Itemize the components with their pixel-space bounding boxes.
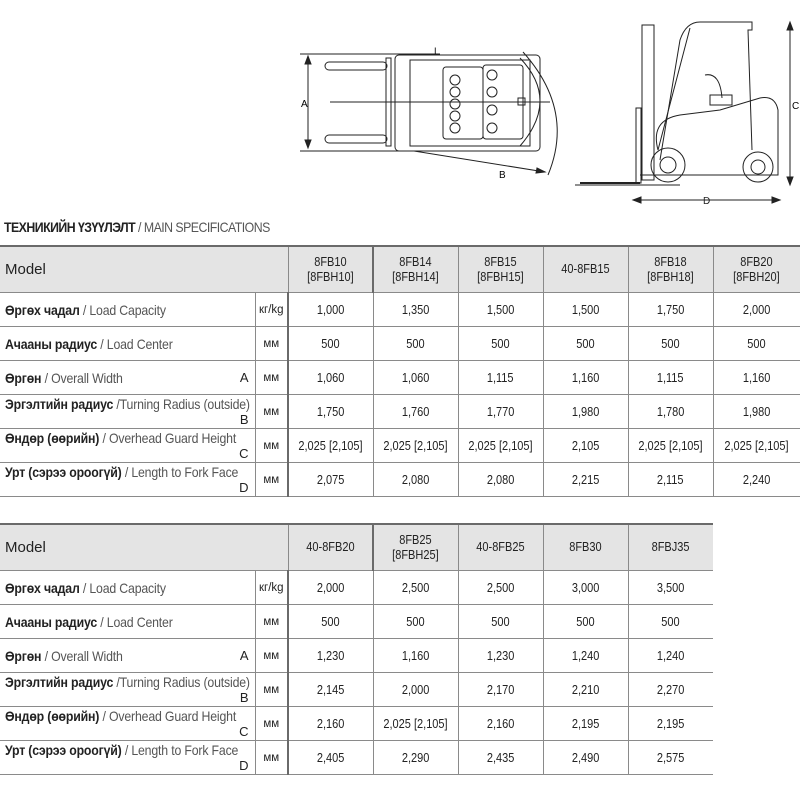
- model-column-header: [543, 246, 628, 293]
- unit-cell: мм: [255, 707, 288, 741]
- value-text: 2,025 [2,105]: [383, 716, 448, 731]
- value-text: 2,290: [401, 750, 430, 765]
- specs-table-2: [0, 523, 713, 775]
- value-cell: [713, 327, 800, 361]
- row-label: [0, 395, 255, 429]
- value-text: 2,405: [317, 750, 345, 765]
- value-text: 1,750: [317, 404, 345, 419]
- value-text: 2,170: [486, 682, 515, 697]
- value-text: 500: [406, 336, 425, 351]
- value-text: 1,500: [486, 302, 515, 317]
- section-title-en: / MAIN SPECIFICATIONS: [138, 219, 270, 235]
- model-variant: [8FBH14]: [392, 269, 440, 284]
- value-text: 2,025 [2,105]: [468, 438, 533, 453]
- value-text: 1,160: [743, 370, 771, 385]
- row-label-mn: Өндөр (өөрийн): [5, 430, 100, 446]
- model-column-header: [373, 246, 458, 293]
- value-cell: [543, 639, 628, 673]
- value-cell: [458, 707, 543, 741]
- row-label-text: [5, 614, 173, 630]
- value-text: 500: [491, 614, 510, 629]
- value-text: 2,025 [2,105]: [724, 438, 789, 453]
- row-label-en: /Turning Radius (outside): [113, 396, 250, 412]
- row-label-text: [5, 580, 166, 596]
- value-text: 2,500: [401, 580, 430, 595]
- row-label: [0, 741, 255, 775]
- value-cell: [373, 741, 458, 775]
- value-cell: [373, 673, 458, 707]
- row-label-text: [5, 396, 250, 412]
- value-cell: [543, 605, 628, 639]
- row-label-en: / Overhead Guard Height: [99, 430, 237, 446]
- value-text: 500: [661, 336, 680, 351]
- section-title-mn: ТЕХНИКИЙН ҮЗҮҮЛЭЛТ: [4, 219, 136, 235]
- value-text: 2,575: [657, 750, 685, 765]
- value-cell: [628, 327, 713, 361]
- dimension-letter: D: [239, 758, 249, 773]
- model-column-header: [373, 524, 458, 571]
- value-cell: [288, 327, 373, 361]
- value-cell: [373, 707, 458, 741]
- value-text: 500: [406, 614, 425, 629]
- row-label-en: /Turning Radius (outside): [113, 674, 250, 690]
- specs-table-1: [0, 245, 800, 497]
- model-name: 40-8FB20: [306, 540, 355, 554]
- dimension-label-d: D: [703, 196, 711, 207]
- value-cell: [373, 327, 458, 361]
- value-text: 500: [576, 614, 595, 629]
- value-cell: [628, 741, 713, 775]
- value-text: 2,490: [571, 750, 600, 765]
- row-label-en: / Load Center: [97, 335, 173, 352]
- value-cell: [543, 463, 628, 497]
- value-cell: [458, 361, 543, 395]
- value-cell: [288, 395, 373, 429]
- table-row: [0, 293, 800, 327]
- unit-cell: мм: [255, 741, 288, 775]
- value-cell: [543, 571, 628, 605]
- row-label-text: [5, 464, 238, 480]
- row-label-text: [5, 708, 236, 724]
- value-text: 2,215: [571, 472, 600, 487]
- value-cell: [288, 571, 373, 605]
- model-name: 8FB18: [654, 254, 687, 269]
- row-label: [0, 463, 255, 497]
- value-cell: [458, 327, 543, 361]
- unit-cell: мм: [255, 639, 288, 673]
- row-label: [0, 707, 255, 741]
- table-row: [0, 395, 800, 429]
- model-column-header: [628, 246, 713, 293]
- table-header-row: [0, 246, 800, 293]
- value-text: 2,000: [401, 682, 430, 697]
- value-cell: [628, 293, 713, 327]
- unit-cell: мм: [255, 605, 288, 639]
- value-cell: [458, 463, 543, 497]
- value-cell: [628, 673, 713, 707]
- dimension-letter: D: [239, 480, 249, 495]
- value-cell: [458, 293, 543, 327]
- value-text: 2,025 [2,105]: [298, 438, 363, 453]
- value-cell: [543, 327, 628, 361]
- unit-cell: кг/kg: [255, 571, 288, 605]
- value-text: 2,195: [657, 716, 685, 731]
- value-text: 1,240: [657, 648, 685, 663]
- model-column-header: [628, 524, 713, 571]
- value-cell: [543, 429, 628, 463]
- value-cell: [458, 639, 543, 673]
- value-cell: [373, 293, 458, 327]
- value-text: 2,025 [2,105]: [638, 438, 703, 453]
- value-cell: [628, 571, 713, 605]
- value-text: 1,350: [401, 302, 430, 317]
- value-cell: [288, 605, 373, 639]
- row-label-text: [5, 336, 173, 352]
- row-label-mn: Эргэлтийн радиус: [5, 396, 114, 412]
- row-label-text: [5, 742, 238, 758]
- value-cell: [543, 707, 628, 741]
- value-text: 1,160: [571, 370, 600, 385]
- value-text: 500: [321, 336, 340, 351]
- model-column-header: [543, 524, 628, 571]
- table-row: [0, 707, 713, 741]
- value-cell: [713, 361, 800, 395]
- model-header: Model: [0, 524, 288, 571]
- model-name: 40-8FB25: [476, 540, 525, 554]
- value-text: 2,025 [2,105]: [383, 438, 448, 453]
- value-cell: [458, 741, 543, 775]
- model-name: 8FB10: [314, 254, 347, 269]
- row-label-mn: Өргөх чадал: [5, 579, 80, 596]
- row-label-text: [5, 674, 250, 690]
- table-row: [0, 673, 713, 707]
- value-text: 1,980: [743, 404, 771, 419]
- value-text: 3,500: [657, 580, 685, 595]
- value-cell: [713, 293, 800, 327]
- dimension-label-i: I: [434, 46, 437, 56]
- table-row: [0, 429, 800, 463]
- dimension-label-c: C: [792, 101, 800, 112]
- value-cell: [628, 395, 713, 429]
- value-cell: [628, 429, 713, 463]
- side-view-diagram: [575, 22, 793, 203]
- value-text: 1,240: [571, 648, 600, 663]
- value-cell: [288, 707, 373, 741]
- row-label-mn: Урт (сэрээ ороогүй): [5, 464, 122, 480]
- value-cell: [373, 639, 458, 673]
- value-text: 500: [321, 614, 340, 629]
- value-cell: [713, 429, 800, 463]
- value-cell: [543, 293, 628, 327]
- top-view-diagram: [300, 52, 557, 175]
- row-label-en: / Overhead Guard Height: [99, 708, 237, 724]
- row-label-mn: Ачааны радиус: [5, 613, 98, 630]
- row-label-en: / Length to Fork Face: [121, 464, 239, 480]
- row-label-text: [5, 648, 123, 664]
- table-row: [0, 741, 713, 775]
- value-text: 1,230: [317, 648, 345, 663]
- dimension-label-b: B: [499, 170, 506, 181]
- model-variant: [8FBH25]: [392, 547, 440, 562]
- value-text: 2,145: [317, 682, 345, 697]
- table-row: [0, 605, 713, 639]
- value-cell: [543, 741, 628, 775]
- row-label: [0, 293, 255, 327]
- value-text: 2,435: [486, 750, 515, 765]
- value-text: 2,080: [486, 472, 515, 487]
- row-label-mn: Өндөр (өөрийн): [5, 708, 100, 724]
- value-text: 1,115: [487, 370, 514, 385]
- value-cell: [373, 605, 458, 639]
- unit-cell: мм: [255, 429, 288, 463]
- row-label: [0, 639, 255, 673]
- value-text: 2,075: [317, 472, 345, 487]
- value-text: 1,750: [656, 302, 685, 317]
- row-label: [0, 361, 255, 395]
- forklift-dimension-diagrams: [0, 0, 800, 215]
- value-cell: [373, 429, 458, 463]
- model-name: 8FB20: [740, 254, 773, 269]
- table-row: [0, 361, 800, 395]
- unit-cell: мм: [255, 673, 288, 707]
- model-name: 8FB25: [399, 532, 432, 547]
- value-cell: [288, 639, 373, 673]
- value-text: 2,080: [401, 472, 430, 487]
- section-title: [4, 219, 270, 235]
- model-column-header: [458, 524, 543, 571]
- row-label-en: / Overall Width: [41, 647, 123, 664]
- row-label-en: / Overall Width: [41, 369, 123, 386]
- unit-cell: мм: [255, 361, 288, 395]
- dimension-letter: C: [239, 446, 249, 461]
- row-label-mn: Ачааны радиус: [5, 335, 98, 352]
- row-label-en: / Load Capacity: [79, 301, 166, 318]
- row-label-en: / Load Center: [97, 613, 173, 630]
- row-label-mn: Өргөн: [5, 647, 42, 664]
- value-cell: [288, 463, 373, 497]
- value-cell: [543, 361, 628, 395]
- row-label: [0, 327, 255, 361]
- table-header-row: [0, 524, 713, 571]
- value-cell: [628, 639, 713, 673]
- value-text: 1,060: [317, 370, 345, 385]
- value-text: 2,270: [657, 682, 685, 697]
- value-text: 2,195: [571, 716, 600, 731]
- row-label: [0, 571, 255, 605]
- dimension-label-a: A: [301, 99, 308, 110]
- value-text: 2,240: [743, 472, 771, 487]
- value-cell: [713, 463, 800, 497]
- value-text: 500: [576, 336, 595, 351]
- value-cell: [713, 395, 800, 429]
- value-cell: [543, 673, 628, 707]
- model-variant: [8FBH15]: [477, 269, 524, 284]
- row-label: [0, 429, 255, 463]
- row-label-mn: Өргөх чадал: [5, 301, 80, 318]
- dimension-letter: B: [239, 690, 249, 705]
- model-variant: [8FBH10]: [307, 269, 354, 284]
- value-cell: [288, 741, 373, 775]
- value-text: 1,780: [656, 404, 685, 419]
- dimension-letter: C: [239, 724, 249, 739]
- model-name: 8FB14: [399, 254, 432, 269]
- row-label: [0, 673, 255, 707]
- value-text: 1,160: [401, 648, 430, 663]
- value-text: 1,230: [486, 648, 515, 663]
- unit-cell: мм: [255, 463, 288, 497]
- value-text: 2,160: [486, 716, 515, 731]
- unit-cell: мм: [255, 395, 288, 429]
- model-header: Model: [0, 246, 288, 293]
- value-text: 1,770: [486, 404, 515, 419]
- table-row: [0, 639, 713, 673]
- value-text: 2,160: [317, 716, 345, 731]
- value-cell: [458, 395, 543, 429]
- model-column-header: [288, 524, 373, 571]
- value-text: 1,760: [401, 404, 430, 419]
- model-variant: [8FBH20]: [733, 269, 781, 284]
- value-text: 2,000: [317, 580, 345, 595]
- value-text: 1,060: [401, 370, 430, 385]
- value-text: 500: [661, 614, 680, 629]
- table-row: [0, 571, 713, 605]
- value-cell: [373, 571, 458, 605]
- unit-cell: кг/kg: [255, 293, 288, 327]
- value-cell: [288, 673, 373, 707]
- value-cell: [458, 429, 543, 463]
- value-cell: [288, 361, 373, 395]
- value-text: 500: [747, 336, 766, 351]
- dimension-letter: A: [239, 647, 249, 663]
- table-row: [0, 463, 800, 497]
- value-cell: [373, 463, 458, 497]
- value-text: 2,105: [571, 438, 600, 453]
- value-cell: [543, 395, 628, 429]
- value-text: 500: [491, 336, 510, 351]
- unit-cell: мм: [255, 327, 288, 361]
- row-label: [0, 605, 255, 639]
- model-name: 8FBJ35: [651, 540, 690, 554]
- row-label-en: / Length to Fork Face: [121, 742, 239, 758]
- table-row: [0, 327, 800, 361]
- value-cell: [373, 395, 458, 429]
- value-text: 1,500: [571, 302, 600, 317]
- value-text: 2,500: [486, 580, 515, 595]
- value-cell: [458, 673, 543, 707]
- model-name: 40-8FB15: [561, 262, 610, 276]
- value-text: 3,000: [571, 580, 600, 595]
- row-label-text: [5, 370, 123, 386]
- row-label-mn: Эргэлтийн радиус: [5, 674, 114, 690]
- model-name: 8FB15: [484, 254, 517, 269]
- value-cell: [628, 707, 713, 741]
- dimension-letter: B: [239, 412, 249, 427]
- model-column-header: [288, 246, 373, 293]
- value-text: 1,980: [571, 404, 600, 419]
- row-label-en: / Load Capacity: [79, 579, 166, 596]
- value-text: 2,115: [657, 472, 684, 487]
- value-text: 2,000: [743, 302, 771, 317]
- row-label-text: [5, 430, 236, 446]
- value-cell: [628, 605, 713, 639]
- model-column-header: [458, 246, 543, 293]
- value-cell: [628, 463, 713, 497]
- row-label-mn: Өргөн: [5, 369, 42, 386]
- value-cell: [373, 361, 458, 395]
- value-cell: [288, 293, 373, 327]
- row-label-mn: Урт (сэрээ ороогүй): [5, 742, 122, 758]
- value-text: 1,115: [657, 370, 684, 385]
- value-cell: [458, 605, 543, 639]
- value-text: 2,210: [571, 682, 600, 697]
- model-column-header: [713, 246, 800, 293]
- dimension-letter: A: [239, 369, 249, 385]
- model-variant: [8FBH18]: [647, 269, 694, 284]
- model-name: 8FB30: [569, 540, 602, 554]
- row-label-text: [5, 302, 166, 318]
- value-cell: [628, 361, 713, 395]
- value-text: 1,000: [317, 302, 345, 317]
- value-cell: [458, 571, 543, 605]
- value-cell: [288, 429, 373, 463]
